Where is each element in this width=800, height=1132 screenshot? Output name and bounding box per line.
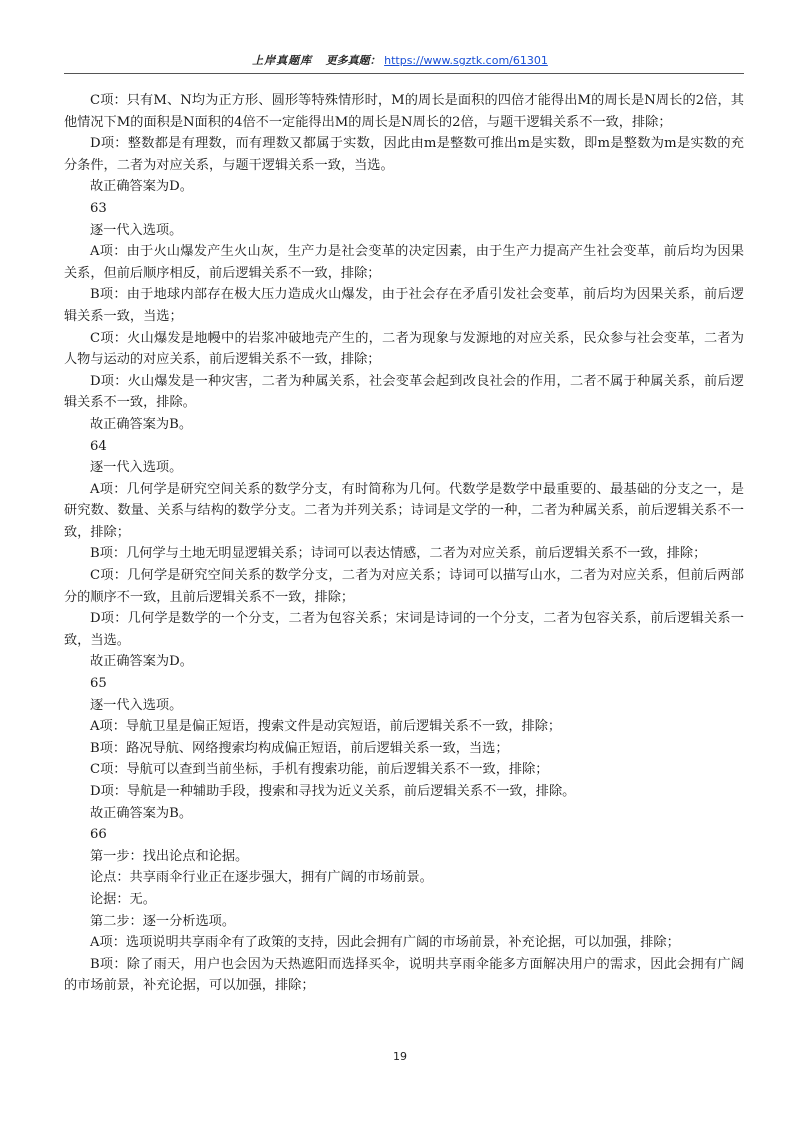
- paragraph: B项：几何学与土地无明显逻辑关系；诗词可以表达情感，二者为对应关系，前后逻辑关系不一致，排除；: [90, 546, 707, 562]
- question-number: 65: [90, 676, 107, 692]
- paragraph: D项：几何学是数学的一个分支，二者为包容关系；宋词是诗词的一个分支，二者为包容关系，前后逻辑关系一致，当选。: [64, 611, 744, 648]
- question-number: 63: [90, 200, 107, 216]
- paragraph: B项：除了雨天，用户也会因为天热遮阳而选择买伞，说明共享雨伞能多方面解决用户的需求，因此会拥有广阔的市场前景，补充论据，可以加强，排除；: [64, 956, 744, 994]
- paragraph: 第二步：逐一分析选项。: [90, 913, 236, 929]
- header-brand: 上岸真题库: [252, 54, 313, 67]
- paragraph: 第一步：找出论点和论据。: [90, 848, 249, 864]
- paragraph: C项：火山爆发是地幔中的岩浆冲破地壳产生的，二者为现象与发源地的对应关系，民众参与社会变革，二者为人物与运动的对应关系，前后逻辑关系不一致，排除；: [64, 330, 744, 368]
- paragraph: A项：由于火山爆发产生火山灰，生产力是社会变革的决定因素，由于生产力提高产生社会变革，前后均为因果关系，但前后顺序相反，前后逻辑关系不一致，排除；: [64, 244, 744, 281]
- paragraph: D项：整数都是有理数，而有理数又都属于实数，因此由m是整数可推出m是实数，即m是整数为m是实数的充分条件，二者为对应关系，与题干逻辑关系一致，当选。: [64, 136, 744, 173]
- paragraph: B项：路况导航、网络搜索均构成偏正短语，前后逻辑关系一致，当选；: [90, 740, 509, 756]
- paragraph: 论点：共享雨伞行业正在逐步强大，拥有广阔的市场前景。: [90, 870, 433, 886]
- paragraph: 故正确答案为D。: [90, 654, 193, 670]
- question-number: 66: [90, 827, 107, 843]
- paragraph: 论据：无。: [90, 891, 156, 907]
- question-number: 64: [90, 438, 107, 454]
- paragraph: 逐一代入选项。: [90, 222, 183, 238]
- header-link[interactable]: https://www.sgztk.com/61301: [384, 54, 548, 67]
- paragraph: 逐一代入选项。: [90, 460, 183, 476]
- page-body: [64, 90, 744, 997]
- paragraph: A项：几何学是研究空间关系的数学分支，有时简称为几何。代数学是数学中最重要的、最基础的分支之一，是研究数、数量、关系与结构的数学分支。二者为并列关系；诗词是文学的一种，二者为种属关系，前后逻辑关系不一致，排除；: [64, 481, 744, 540]
- header-divider: [64, 73, 744, 74]
- paragraph: C项：只有M、N均为正方形、圆形等特殊情形时，M的周长是面积的四倍才能得出M的周长是N周长的2倍，其他情况下M的面积是N面积的4倍不一定能得出M的周长是N周长的2倍，与题干逻辑关系不一致，排除；: [64, 93, 744, 130]
- header-label: 更多真题：: [325, 54, 381, 67]
- paragraph: 故正确答案为D。: [90, 179, 193, 195]
- paragraph: 故正确答案为B。: [90, 805, 193, 821]
- paragraph: C项：导航可以查到当前坐标，手机有搜索功能，前后逻辑关系不一致，排除；: [90, 762, 549, 778]
- paragraph: A项：选项说明共享雨伞有了政策的支持，因此会拥有广阔的市场前景，补充论据，可以加强，排除；: [90, 935, 680, 951]
- paragraph: 逐一代入选项。: [90, 697, 183, 713]
- paragraph: D项：火山爆发是一种灾害，二者为种属关系，社会变革会起到改良社会的作用，二者不属于种属关系，前后逻辑关系不一致，排除。: [64, 373, 744, 411]
- page-number: 19: [393, 1050, 407, 1063]
- paragraph: A项：导航卫星是偏正短语，搜索文件是动宾短语，前后逻辑关系不一致，排除；: [90, 719, 562, 735]
- paragraph: D项：导航是一种辅助手段，搜索和寻找为近义关系，前后逻辑关系不一致，排除。: [90, 784, 576, 799]
- paragraph: B项：由于地球内部存在极大压力造成火山爆发，由于社会存在矛盾引发社会变革，前后均为因果关系，前后逻辑关系一致，当选；: [64, 287, 744, 324]
- page-header: [0, 54, 800, 68]
- paragraph: 故正确答案为B。: [90, 416, 193, 432]
- paragraph: C项：几何学是研究空间关系的数学分支，二者为对应关系；诗词可以描写山水，二者为对应关系，但前后两部分的顺序不一致，且前后逻辑关系不一致，排除；: [64, 568, 744, 605]
